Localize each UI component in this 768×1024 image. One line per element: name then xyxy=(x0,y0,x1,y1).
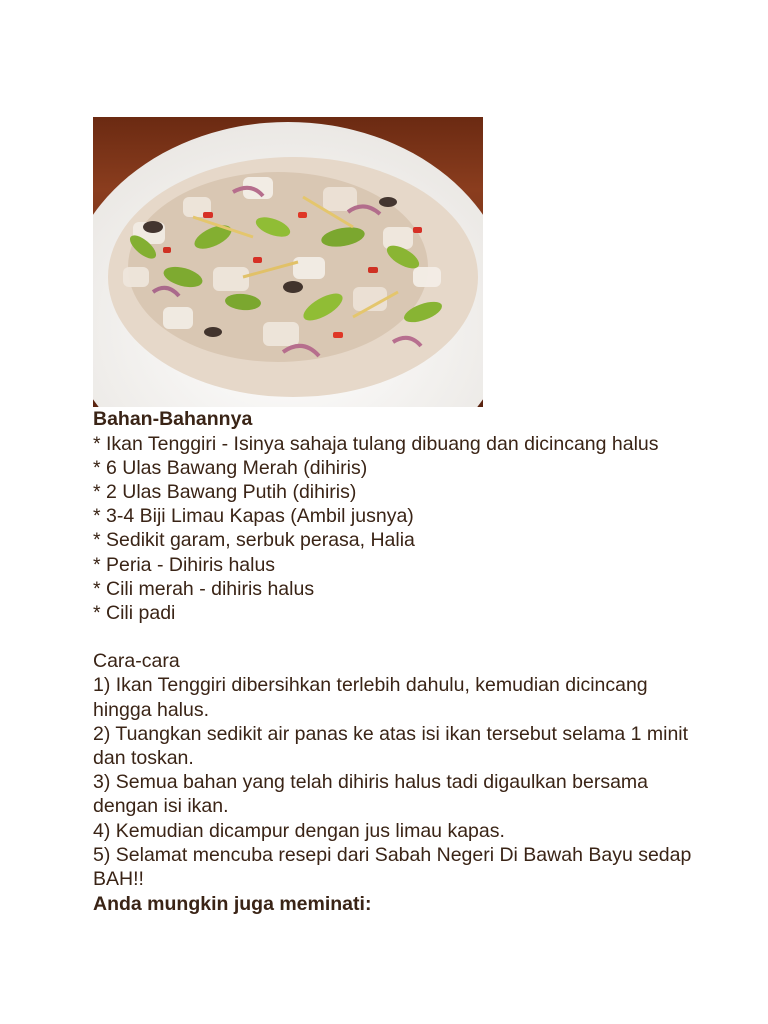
recipe-page xyxy=(93,117,693,917)
method-step: 4) Kemudian dicampur dengan jus limau kapas. xyxy=(93,819,505,842)
ingredients-heading: Bahan-Bahannya xyxy=(93,408,253,430)
dish-photo xyxy=(93,117,483,407)
recipe-text xyxy=(93,407,693,917)
ingredient-item: * 6 Ulas Bawang Merah (dihiris) xyxy=(93,456,368,479)
method-heading: Cara-cara xyxy=(93,650,180,673)
ingredient-item: * 2 Ulas Bawang Putih (dihiris) xyxy=(93,480,357,503)
ingredient-item: * Sedikit garam, serbuk perasa, Halia xyxy=(93,529,415,552)
method-step: 5) Selamat mencuba resepi dari Sabah Negeri Di Bawah Bayu sedap BAH!! xyxy=(93,843,692,890)
method-step: 2) Tuangkan sedikit air panas ke atas isi ikan tersebut selama 1 minit dan toskan. xyxy=(93,722,689,769)
ingredient-item: * Peria - Dihiris halus xyxy=(93,553,276,576)
ingredient-item: * Ikan Tenggiri - Isinya sahaja tulang dibuang dan dicincang halus xyxy=(93,432,659,455)
method-step: 1) Ikan Tenggiri dibersihkan terlebih dahulu, kemudian dicincang hingga halus. xyxy=(93,674,648,721)
related-heading: Anda mungkin juga meminati: xyxy=(93,893,372,916)
ingredient-item: * Cili merah - dihiris halus xyxy=(93,577,315,600)
spacer xyxy=(93,625,693,649)
ingredient-item: * Cili padi xyxy=(93,601,176,624)
ingredient-item: * 3-4 Biji Limau Kapas (Ambil jusnya) xyxy=(93,505,414,528)
method-step: 3) Semua bahan yang telah dihiris halus tadi digaulkan bersama dengan isi ikan. xyxy=(93,771,649,818)
